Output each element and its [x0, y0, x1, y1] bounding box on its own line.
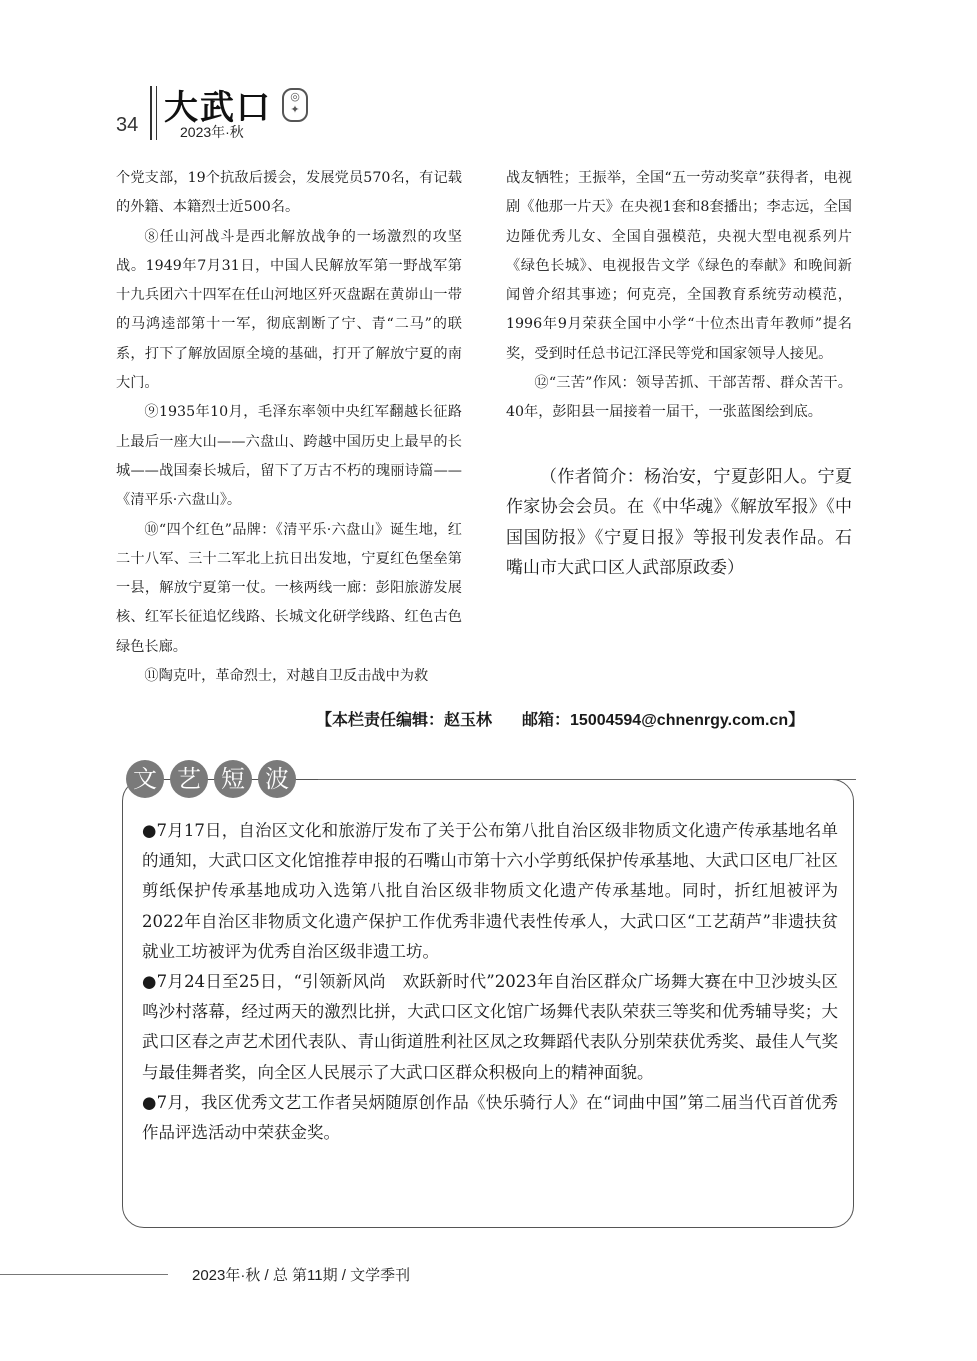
news-item: ●7月24日至25日，“引领新风尚 欢跃新时代”2023年自治区群众广场舞大赛在中卫沙坡头区鸣沙村落幕，经过两天的激烈比拼，大武口区文化馆广场舞代表队荣获三等奖和优秀辅导奖；大武口区春之声艺术团代表队、青山街道胜利社区凤之玫舞蹈代表队分别荣获优秀奖、最佳人气奖与最佳舞者奖，向全区人民展示了大武口区群众积极向上的精神面貌。: [142, 972, 838, 1082]
paragraph: 个党支部，19个抗敌后援会，发展党员570名，有记载的外籍、本籍烈士近500名。: [116, 170, 462, 216]
editor-email: 邮箱：15004594@chnenrgy.com.cn】: [522, 712, 805, 729]
note-8: ⑧任山河战斗是西北解放战争的一场激烈的攻坚战。1949年7月31日，中国人民解放军第一野战军第十九兵团六十四军在任山河地区歼灭盘踞在黄峁山一带的马鸿逵部第十一军，彻底割断了宁、青“二马”的联系，打下了解放固原全境的基础，打开了解放宁夏的南大门。: [116, 228, 462, 392]
title-char: 短: [214, 760, 252, 798]
note-9: ⑨1935年10月，毛泽东率领中央红军翻越长征路上最后一座大山——六盘山、跨越中国历史上最早的长城——战国秦长城后，留下了万古不朽的瑰丽诗篇——《清平乐·六盘山》。: [116, 404, 462, 509]
editor-name: 【本栏责任编辑：赵玉林: [316, 712, 493, 729]
page-header: [114, 78, 414, 140]
note-12: ⑫“三苦”作风：领导苦抓、干部苦帮、群众苦干。40年，彭阳县一届接着一届干，一张蓝图绘到底。: [506, 375, 852, 421]
page-footer: 2023年·秋 / 总 第11期 / 文学季刊: [192, 1267, 411, 1284]
section-title: [126, 760, 296, 798]
seal-logo-icon: ◎ ✦: [282, 88, 308, 122]
page-number: 34: [116, 114, 139, 136]
issue-label: 2023年·秋: [180, 124, 244, 140]
news-list: [142, 816, 838, 1148]
header-divider: [150, 86, 152, 140]
editor-credit: [316, 707, 856, 730]
author-bio: （作者简介：杨治安，宁夏彭阳人。宁夏作家协会会员。在《中华魂》《解放军报》《中国国防报》《宁夏日报》等报刊发表作品。石嘴山市大武口区人武部原政委）: [506, 466, 852, 579]
section-title-rule: [318, 779, 856, 780]
header-divider-thin: [156, 86, 157, 140]
paragraph: 战友牺牲；王振举，全国“五一劳动奖章”获得者，电视剧《他那一片天》在央视1套和8套播出；李志远，全国边陲优秀儿女、全国自强模范，央视大型电视系列片《绿色长城》、电视报告文学《绿色的奉献》和晚间新闻曾介绍其事迹；何克亮，全国教育系统劳动模范，1996年9月荣获全国中小学“十位杰出青年教师”提名奖，受到时任总书记江泽民等党和国家领导人接见。: [506, 170, 852, 362]
title-char: 艺: [170, 760, 208, 798]
footer-rule: [0, 1274, 168, 1275]
title-char: 文: [126, 760, 164, 798]
note-10: ⑩“四个红色”品牌：《清平乐·六盘山》诞生地，红二十八军、三十二军北上抗日出发地，宁夏红色堡垒第一县，解放宁夏第一仗。一核两线一廊：彭阳旅游发展核、红军长征追忆线路、长城文化研学线路、红色古色绿色长廊。: [116, 521, 462, 655]
right-column: [506, 164, 852, 584]
news-item: ●7月17日，自治区文化和旅游厅发布了关于公布第八批自治区级非物质文化遗产传承基地名单的通知，大武口区文化馆推荐申报的石嘴山市第十六小学剪纸保护传承基地、大武口区电厂社区剪纸保护传承基地成功入选第八批自治区级非物质文化遗产传承基地。同时，折红旭被评为2022年自治区非物质文化遗产保护工作优秀非遗代表性传承人，大武口区“工艺葫芦”非遗扶贫就业工坊被评为优秀自治区级非遗工坊。: [142, 821, 838, 961]
left-column: [116, 164, 462, 691]
news-item: ●7月，我区优秀文艺工作者吴炳随原创作品《快乐骑行人》在“词曲中国”第二届当代百首优秀作品评选活动中荣获金奖。: [142, 1092, 838, 1143]
title-char: 波: [258, 760, 296, 798]
magazine-title: 大武口: [164, 88, 272, 128]
note-11: ⑪陶克叶，革命烈士，对越自卫反击战中为救: [144, 668, 429, 685]
